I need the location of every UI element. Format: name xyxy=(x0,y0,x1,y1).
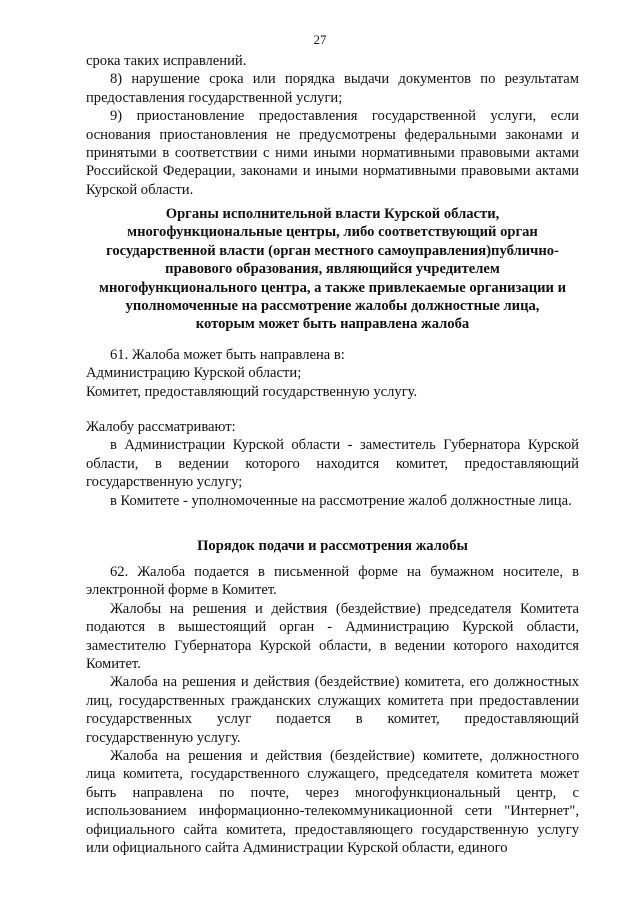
heading-line: правового образования, являющийся учредителем xyxy=(165,261,500,278)
recipient-administration: Администрацию Курской области; xyxy=(86,365,302,382)
clause-61 xyxy=(86,346,579,401)
heading-line: уполномоченные на рассмотрение жалобы должностные лица, xyxy=(125,298,540,315)
heading-line: Органы исполнительной власти Курской области, xyxy=(165,206,500,222)
recipient-committee: Комитет, предоставляющий государственную услугу. xyxy=(86,383,418,400)
reviewers-intro: Жалобу рассматривают: xyxy=(86,419,236,435)
clause-61-intro: 61. Жалоба может быть направлена в: xyxy=(110,347,345,363)
heading-line: многофункциональные центры, либо соответствующий орган xyxy=(127,224,538,241)
list-item-8: 8) нарушение срока или порядка выдачи документов по результатам предоставления государственной услуги; xyxy=(86,71,579,106)
paragraph: Жалоба на решения и действия (бездействие) комитете, должностного лица комитета, государственного служащего, председателя комитета может быть направлена по почте, через многофункциональный центр, с использованием информационно-телекоммуникационной сети "Интернет", официального сайта комитета, предоставляющего государственную услугу или официального сайта Администрации Курской области, единого xyxy=(86,748,579,857)
paragraph: Жалобы на решения и действия (бездействие) председателя Комитета подаются в вышестоящий орган - Администрацию Курской области, заместителю Губернатора Курской области, в ведении которого находится Комитет. xyxy=(86,600,579,673)
clause-62 xyxy=(86,563,579,858)
complaint-reviewers xyxy=(86,418,579,510)
paragraph: 62. Жалоба подается в письменной форме на бумажном носителе, в электронной форме в Комитет. xyxy=(86,564,579,599)
heading-title: Порядок подачи и рассмотрения жалобы xyxy=(197,538,468,554)
paragraph: Жалоба на решения и действия (бездействие) комитета, его должностных лиц, государственных гражданских служащих комитета при предоставлении государственных услуг подается в комитет, предоставляющий государственную услугу. xyxy=(86,674,579,746)
section-heading-complaint-bodies xyxy=(86,205,579,334)
heading-line: многофункционального центра, а также привлекаемые организации и xyxy=(99,279,566,296)
heading-line: которым может быть направлена жалоба xyxy=(195,316,470,333)
heading-line: государственной власти (орган местного самоуправления)публично- xyxy=(106,242,559,259)
violations-list-continuation xyxy=(86,52,579,199)
reviewer-committee: в Комитете - уполномоченные на рассмотрение жалоб должностные лица. xyxy=(110,492,572,509)
paragraph: срока таких исправлений. xyxy=(86,53,247,69)
page-number: 27 xyxy=(313,32,327,47)
section-heading-procedure xyxy=(86,537,579,555)
reviewer-administration: в Администрации Курской области - заместитель Губернатора Курской области, в ведении которого находится комитет, предоставляющий государственную услугу; xyxy=(86,437,579,491)
list-item-9: 9) приостановление предоставления государственной услуги, если основания приостановления не предусмотрены федеральными законами и принятыми в соответствии с ними иными нормативными правовыми актами Российской Федерации, законами и иными нормативными правовыми актами Курской области. xyxy=(86,108,579,198)
